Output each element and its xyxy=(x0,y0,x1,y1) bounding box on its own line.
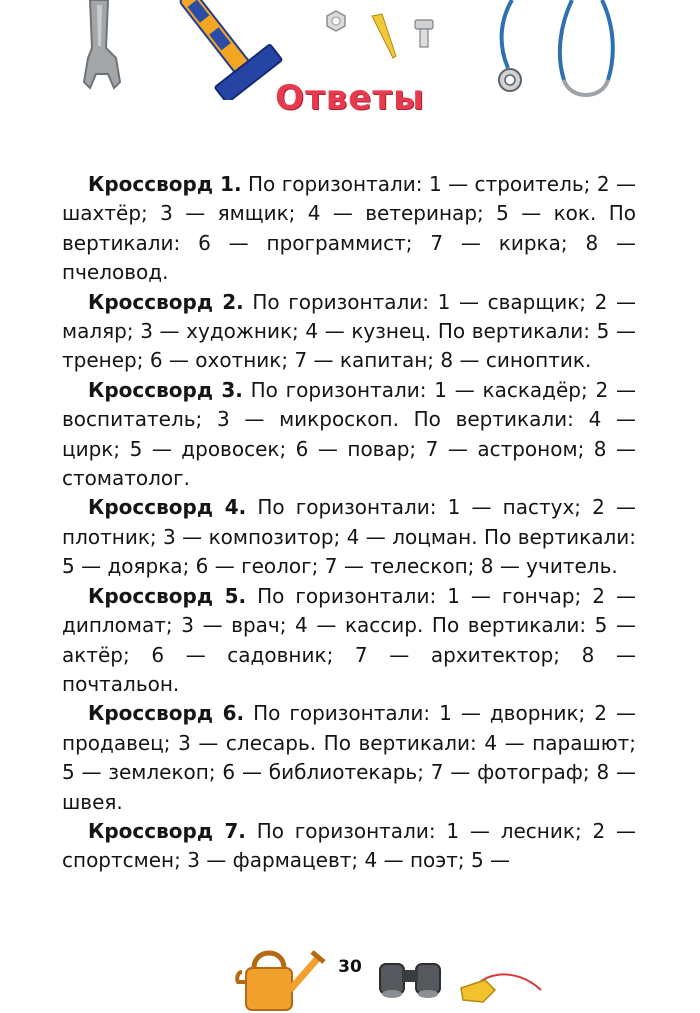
crossword-answers: По горизонтали: 1 — сварщик; 2 — маляр; 3 — художник; 4 — кузнец. По вертикали: 5 — тренер; 6 — охотник; 7 — капитан; 8 — синоптик. xyxy=(62,289,636,373)
answer-paragraph xyxy=(62,376,636,494)
nail-icon xyxy=(368,12,404,62)
answer-paragraph xyxy=(62,582,636,700)
page-number: 30 xyxy=(338,957,362,977)
crossword-answers: По горизонтали: 1 — дворник; 2 — продавец; 3 — слесарь. По вертикали: 4 — парашют; 5 — землекоп; 6 — библиотекарь; 7 — фотограф; 8 — швея. xyxy=(62,701,636,814)
crossword-label: Кроссворд 1. xyxy=(88,172,242,196)
answer-paragraph xyxy=(62,493,636,581)
answer-paragraph xyxy=(62,817,636,876)
crossword-label: Кроссворд 5. xyxy=(88,583,247,608)
answer-paragraph xyxy=(62,170,636,288)
crossword-label: Кроссворд 7. xyxy=(88,818,246,843)
crossword-answers: По горизонтали: 1 — лесник; 2 — спортсмен; 3 — фармацевт; 4 — поэт; 5 — xyxy=(62,818,636,873)
binoculars-icon xyxy=(376,950,446,1000)
crossword-label: Кроссворд 6. xyxy=(88,701,245,726)
crossword-label: Кроссворд 4. xyxy=(88,495,247,520)
nut-icon xyxy=(325,10,347,32)
bolt-icon xyxy=(412,18,436,50)
crossword-answers: По горизонтали: 1 — каскадёр; 2 — воспитатель; 3 — микроскоп. По вертикали: 4 — цирк; 5 — дровосек; 6 — повар; 7 — астроном; 8 — стоматолог. xyxy=(62,377,636,491)
crossword-answers: По горизонтали: 1 — гончар; 2 — дипломат; 3 — врач; 4 — кассир. По вертикали: 5 — актёр; 6 — садовник; 7 — архитектор; 8 — почтальон. xyxy=(62,583,636,696)
watering-can-icon xyxy=(232,940,328,1013)
whistle-icon xyxy=(455,960,550,1010)
crossword-label: Кроссворд 3. xyxy=(88,377,243,402)
answer-paragraph xyxy=(62,288,636,376)
crossword-answers: По горизонтали: 1 — строитель; 2 — шахтёр; 3 — ямщик; 4 — ветеринар; 5 — кок. По вертикали: 6 — программист; 7 — кирка; 8 — пчеловод. xyxy=(62,172,636,285)
answer-paragraph xyxy=(62,699,636,817)
crossword-answers: По горизонтали: 1 — пастух; 2 — плотник; 3 — композитор; 4 — лоцман. По вертикали: 5 — доярка; 6 — геолог; 7 — телескоп; 8 — учитель. xyxy=(62,495,636,579)
crossword-label: Кроссворд 2. xyxy=(88,289,244,314)
answers-list xyxy=(62,170,636,876)
page-title: Ответы xyxy=(275,78,425,118)
